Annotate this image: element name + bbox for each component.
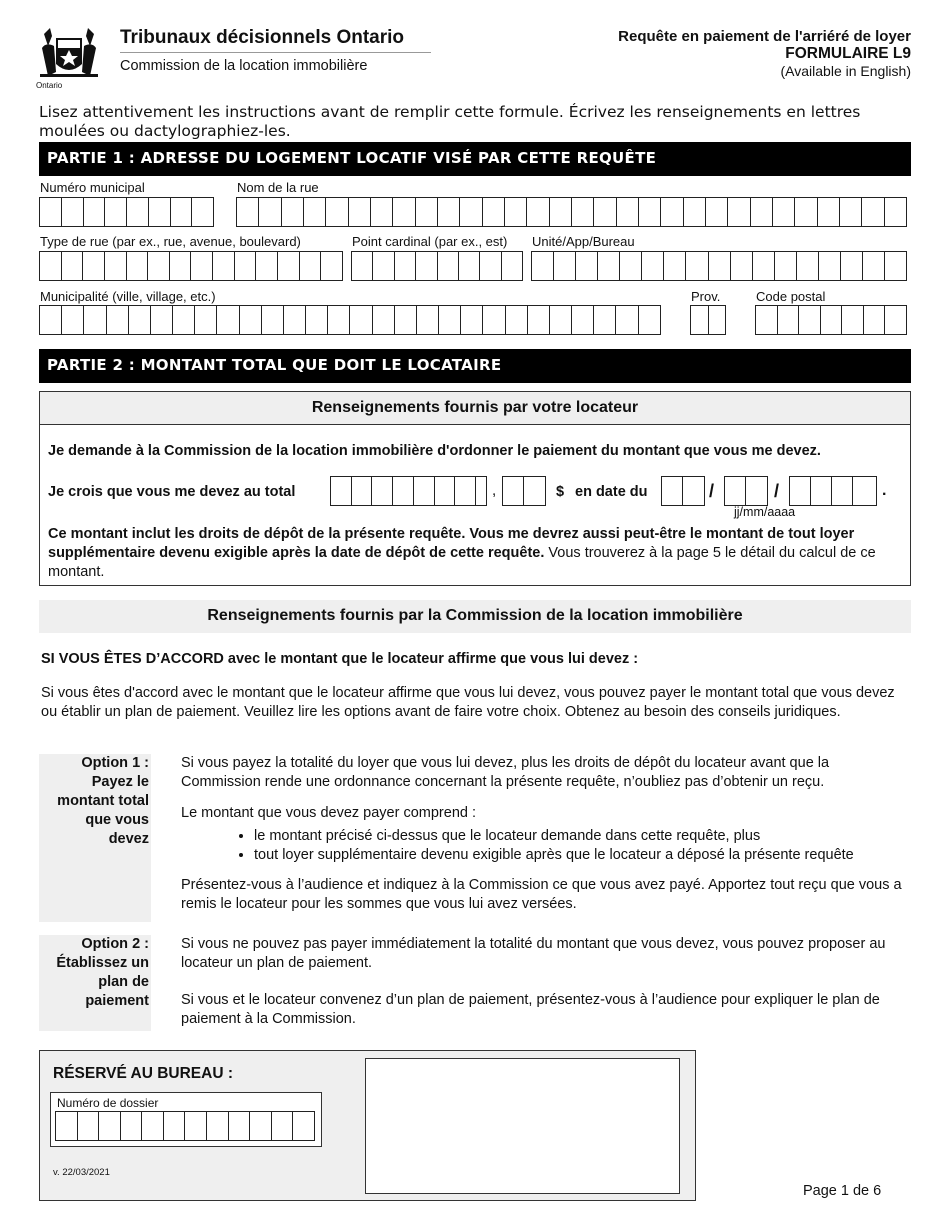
file-number-label: Numéro de dossier <box>57 1096 159 1110</box>
includes-rest: Vous trouverez à la page 5 le détail du calcul de ce montant. <box>48 545 876 580</box>
option2-p1: Si vous ne pouvez pas payer immédiatement la totalité du montant que vous devez, vous pouvez proposer au locateur un plan de paiement. <box>181 936 886 971</box>
date-slash-2: / <box>774 481 780 501</box>
includes-bold: Ce montant inclut les droits de dépôt de la présente requête. Vous me devrez aussi peut-être le montant de tout loyer supplémentaire devenu exigible après la date de dépôt de cette requête. <box>48 526 855 561</box>
decimal-comma: , <box>492 482 497 499</box>
option1-bullets <box>181 827 950 865</box>
file-number-field[interactable] <box>55 1111 315 1141</box>
date-label: en date du <box>575 484 648 500</box>
option2-p2: Si vous et le locateur convenez d’un plan de paiement, présentez-vous à l’audience pour expliquer le plan de paiement à la Commission. <box>181 992 880 1027</box>
province-label: Prov. <box>691 289 721 304</box>
amount-cents-field[interactable] <box>502 476 546 506</box>
board-heading: Renseignements fournis par la Commission de la location immobilière <box>39 600 911 633</box>
street-type-field[interactable] <box>39 251 343 281</box>
agree-rest: avec le montant que le locateur affirme que vous lui devez : <box>223 651 639 667</box>
street-name-field[interactable] <box>236 197 907 227</box>
stamp-area[interactable] <box>365 1058 680 1194</box>
option1-p2: Le montant que vous devez payer comprend : <box>181 805 477 821</box>
unit-label: Unité/App/Bureau <box>532 234 635 249</box>
agree-caps: SI VOUS ÊTES D’ACCORD <box>41 651 224 667</box>
dollar-sign: $ <box>556 484 565 500</box>
amount-includes-text <box>48 525 904 582</box>
postal-code-label: Code postal <box>756 289 826 304</box>
date-day-field[interactable] <box>661 476 705 506</box>
form-title: Requête en paiement de l'arriéré de loyer <box>618 28 911 45</box>
form-code: FORMULAIRE L9 <box>785 45 911 62</box>
list-item: • tout loyer supplémentaire devenu exigible après que le locateur a déposé la présente requête <box>254 846 950 865</box>
header-rule <box>120 52 431 53</box>
municipality-field[interactable] <box>39 305 661 335</box>
postal-code-field[interactable] <box>755 305 907 335</box>
street-name-label: Nom de la rue <box>237 180 319 195</box>
org-name: Tribunaux décisionnels Ontario <box>120 27 404 48</box>
agree-text: Si vous êtes d'accord avec le montant que le locateur affirme que vous lui devez, vous pouvez payer le montant total que vous devez ou établir un plan de paiement. Veuillez lire les options avant de faire votre choix. Obtenez au besoin des conseils juridiques. <box>41 685 895 720</box>
date-format-hint: jj/mm/aaaa <box>734 505 796 519</box>
part2-title: PARTIE 2 : MONTANT TOTAL QUE DOIT LE LOCATAIRE <box>39 349 911 383</box>
street-number-label: Numéro municipal <box>40 180 145 195</box>
office-title: RÉSERVÉ AU BUREAU : <box>53 1065 233 1082</box>
option1-p1: Si vous payez la totalité du loyer que vous lui devez, plus les droits de dépôt du locateur avant que la Commission rende une ordonnance concernant la présente requête, n’oubliez pas d’obtenir un reçu. <box>181 755 830 790</box>
street-type-label: Type de rue (par ex., rue, avenue, boulevard) <box>40 234 301 249</box>
ontario-logo <box>36 24 102 92</box>
street-number-field[interactable] <box>39 197 214 227</box>
english-note: (Available in English) <box>780 63 911 79</box>
municipality-label: Municipalité (ville, village, etc.) <box>40 289 216 304</box>
date-period: . <box>882 482 887 499</box>
page-number: Page 1 de 6 <box>803 1183 882 1199</box>
version-text: v. 22/03/2021 <box>53 1167 110 1178</box>
option2-label: Option 2 : Établissez un plan de paiement <box>56 936 149 1009</box>
board-name: Commission de la location immobilière <box>120 58 368 74</box>
amount-dollars-field[interactable] <box>330 476 487 506</box>
unit-field[interactable] <box>531 251 907 281</box>
landlord-heading: Renseignements fournis par votre locateur <box>40 392 910 425</box>
date-slash-1: / <box>709 481 715 501</box>
request-text: Je demande à la Commission de la location immobilière d'ordonner le paiement du montant que vous me devez. <box>48 443 821 459</box>
part1-title: PARTIE 1 : ADRESSE DU LOGEMENT LOCATIF VISÉ PAR CETTE REQUÊTE <box>39 142 911 176</box>
agree-heading <box>41 651 638 667</box>
option1-label: Option 1 : Payez le montant total que vous devez <box>57 755 149 847</box>
owe-label: Je crois que vous me devez au total <box>48 484 296 500</box>
option1-p3: Présentez-vous à l’audience et indiquez à la Commission ce que vous avez payé. Apportez tout reçu que vous a remis le locateur pour les sommes que vous lui avez versées. <box>181 877 902 912</box>
date-month-field[interactable] <box>724 476 768 506</box>
date-year-field[interactable] <box>789 476 877 506</box>
logo-caption: Ontario <box>36 81 63 90</box>
direction-label: Point cardinal (par ex., est) <box>352 234 508 249</box>
list-item: • le montant précisé ci-dessus que le locateur demande dans cette requête, plus <box>254 827 950 846</box>
direction-field[interactable] <box>351 251 523 281</box>
intro-text: Lisez attentivement les instructions avant de remplir cette formule. Écrivez les renseignements en lettres moulées ou dactylographiez-les. <box>39 103 861 140</box>
province-field[interactable] <box>690 305 726 335</box>
